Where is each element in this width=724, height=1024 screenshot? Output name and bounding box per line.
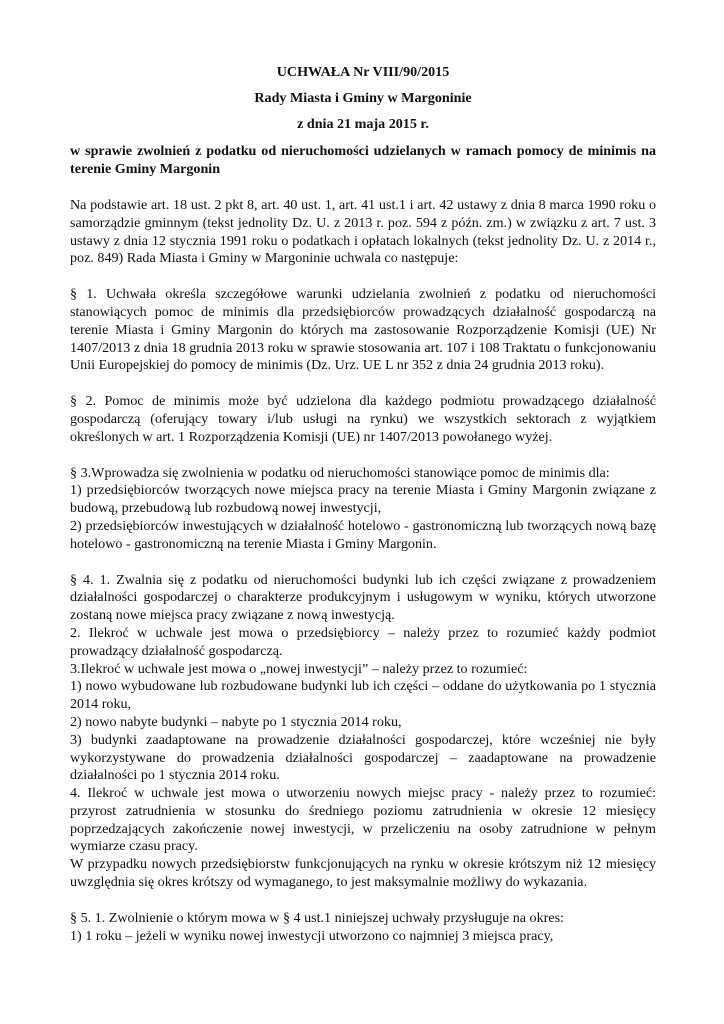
section-4 — [70, 572, 656, 892]
section-2: § 2. Pomoc de minimis może być udzielona dla każdego podmiotu prowadzącego działalność gospodarczą (oferujący towary i/lub usługi na rynku) we wszystkich sektorach z wyjątkiem określonych w art. 1 Rozporządzenia Komisji (UE) nr 1407/2013 powołanego wyżej. — [70, 393, 656, 445]
resolution-subject: w sprawie zwolnień z podatku od nieruchomości udzielanych w ramach pomocy de minimis na terenie Gminy Margonin — [70, 143, 656, 178]
section-4-paragraph-5: W przypadku nowych przedsiębiorstw funkcjonujących na rynku w okresie krótszym niż 12 miesięcy uwzględnia się okres krótszy od wymaganego, to jest maksymalnie możliwy do wykazania. — [70, 856, 656, 891]
section-4-paragraph-4: 4. Ilekroć w uchwale jest mowa o utworzeniu nowych miejsc pracy - należy przez to rozumieć: przyrost zatrudnienia w stosunku do średniego poziomu zatrudnienia w okresie 12 miesięcy poprzedzających zakończenie nowej inwestycji, w przeliczeniu na osoby zatrudnione w pełnym wymiarze czasu pracy. — [70, 785, 656, 855]
section-3 — [70, 465, 656, 554]
section-5 — [70, 910, 656, 946]
resolution-number: UCHWAŁA Nr VIII/90/2015 — [276, 64, 450, 80]
section-3-item-1: 1) przedsiębiorców tworzących nowe miejsca pracy na terenie Miasta i Gminy Margonin związane z budową, przebudową lub rozbudową nowej inwestycji, — [70, 482, 656, 517]
resolution-date: z dnia 21 maja 2015 r. — [297, 115, 429, 132]
section-4-paragraph-3: 3.Ilekroć w uchwale jest mowa o „nowej inwestycji” – należy przez to rozumieć: — [70, 660, 528, 677]
section-3-item-2: 2) przedsiębiorców inwestujących w działalność hotelowo - gastronomiczną lub tworzących nową bazę hotelowo - gastronomiczną na terenie Miasta i Gminy Margonin. — [70, 517, 656, 552]
section-4-paragraph-3-item-3: 3) budynki zaadaptowane na prowadzenie działalności gospodarczej, które wcześniej nie były wykorzystywane do prowadzenia działalności gospodarczej – zaadaptowane na prowadzenie działalności po 1 stycznia 2014 roku. — [70, 731, 656, 784]
section-4-paragraph-3-item-2: 2) nowo nabyte budynki – nabyte po 1 stycznia 2014 roku, — [70, 713, 402, 730]
section-4-paragraph-2: 2. Ilekroć w uchwale jest mowa o przedsiębiorcy – należy przez to rozumieć każdy podmiot prowadzący działalność gospodarczą. — [70, 624, 656, 659]
section-5-item-1: 1) 1 roku – jeżeli w wyniku nowej inwestycji utworzono co najmniej 3 miejsca pracy, — [70, 927, 554, 944]
section-1: § 1. Uchwała określa szczegółowe warunki udzielania zwolnień z podatku od nieruchomości stanowiących pomoc de minimis dla przedsiębiorców prowadzących działalność gospodarczą na terenie Miasta i Gminy Margonin do których ma zastosowanie Rozporządzenie Komisji (UE) Nr 1407/2013 z dnia 18 grudnia 2013 roku w sprawie stosowania art. 107 i 108 Traktatu o funkcjonowaniu Unii Europejskiej do pomocy de minimis (Dz. Urz. UE L nr 352 z dnia 24 grudnia 2013 roku). — [70, 286, 656, 374]
resolution-header — [70, 64, 656, 133]
section-3-intro: § 3.Wprowadza się zwolnienia w podatku od nieruchomości stanowiące pomoc de minimis dla: — [70, 464, 610, 481]
section-4-paragraph-1: § 4. 1. Zwalnia się z podatku od nieruchomości budynki lub ich części związane z prowadzeniem działalności gospodarczej o charakterze produkcyjnym i usługowym w wyniku, których utworzone zostaną nowe miejsca pracy związane z nową inwestycją. — [70, 571, 656, 624]
section-4-paragraph-3-item-1: 1) nowo wybudowane lub rozbudowane budynki lub ich części – oddane do użytkowania po 1 stycznia 2014 roku, — [70, 678, 656, 713]
section-5-intro: § 5. 1. Zwolnienie o którym mowa w § 4 ust.1 niniejszej uchwały przysługuje na okres: — [70, 909, 564, 926]
issuing-body: Rady Miasta i Gminy w Margoninie — [254, 89, 472, 106]
preamble: Na podstawie art. 18 ust. 2 pkt 8, art. 40 ust. 1, art. 41 ust.1 i art. 42 ustawy z dnia 8 marca 1990 roku o samorządzie gminnym (tekst jednolity Dz. U. z 2013 r. poz. 594 z późn. zm.) w związku z art. 7 ust. 3 ustawy z dnia 12 stycznia 1991 roku o podatkach i opłatach lokalnych (tekst jednolity Dz. U. z 2014 r., poz. 849) Rada Miasta i Gminy w Margoninie uchwala co następuje: — [70, 196, 656, 267]
document-page — [70, 64, 656, 963]
